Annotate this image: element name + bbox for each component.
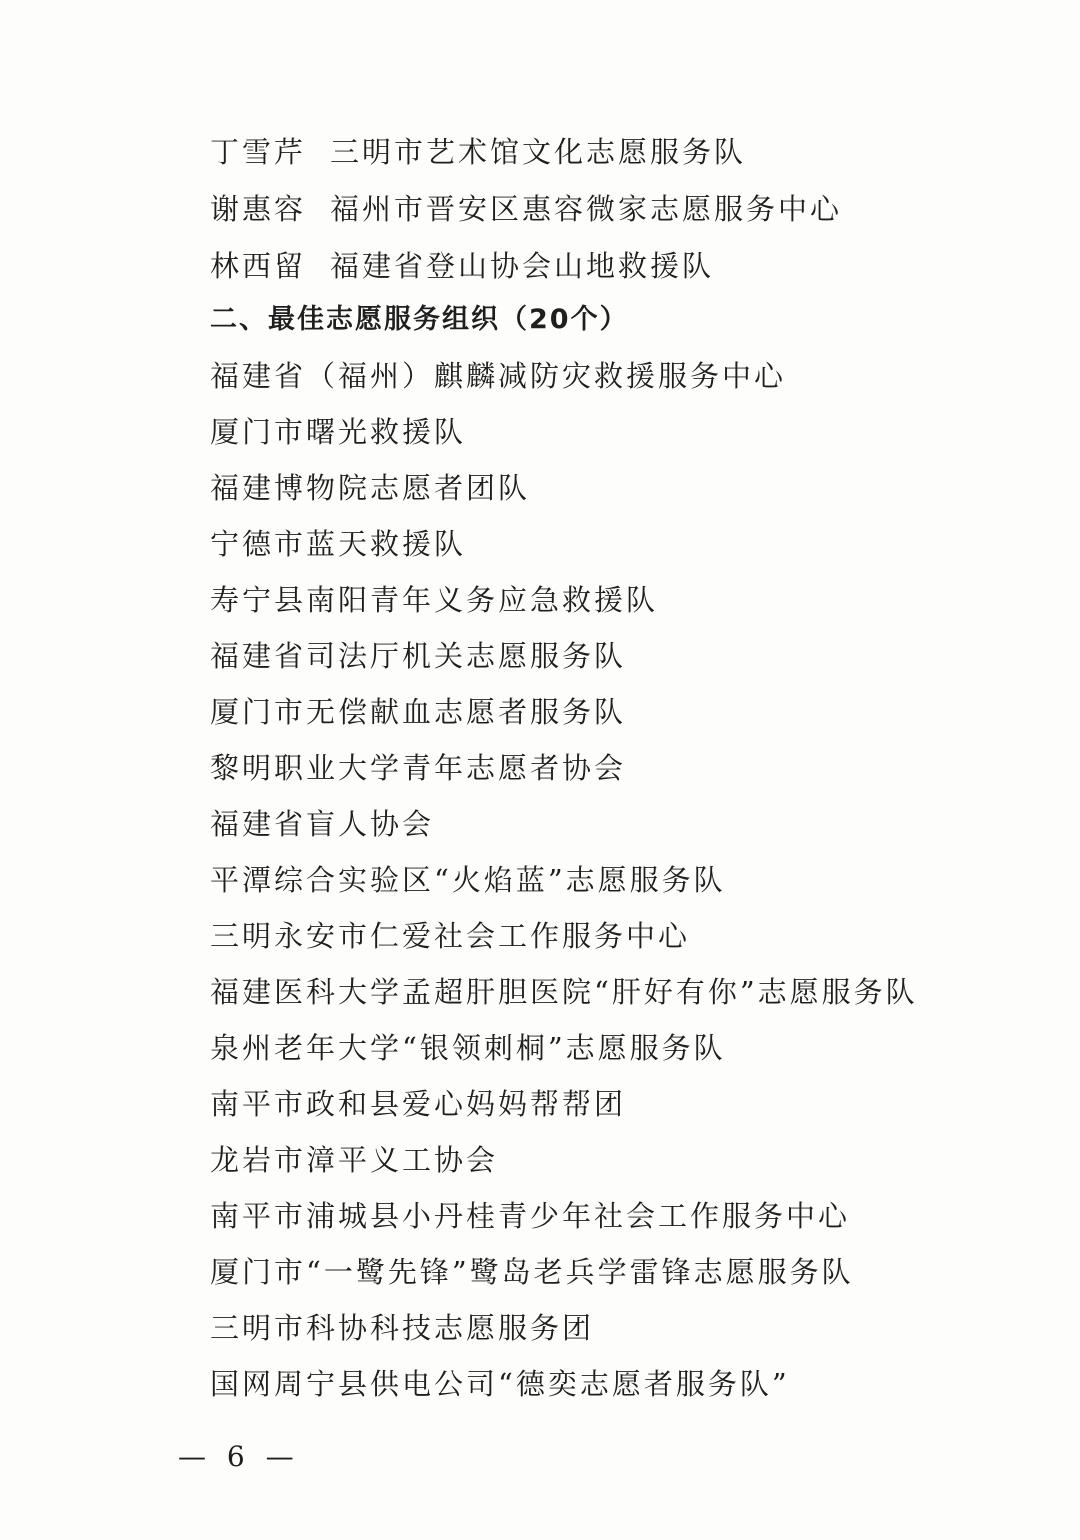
organization-item: 三明市科协科技志愿服务团 bbox=[210, 1311, 595, 1345]
individual-name: 林西留 bbox=[210, 249, 307, 283]
organization-item: 厦门市曙光救援队 bbox=[210, 415, 467, 449]
section-heading: 二、最佳志愿服务组织（20个） bbox=[210, 304, 629, 335]
organization-item: 南平市浦城县小丹桂青少年社会工作服务中心 bbox=[210, 1199, 851, 1233]
organization-item: 宁德市蓝天救援队 bbox=[210, 527, 467, 561]
organization-item: 平潭综合实验区“火焰蓝”志愿服务队 bbox=[210, 863, 726, 897]
organization-item: 福建省司法厅机关志愿服务队 bbox=[210, 639, 627, 673]
organization-item: 寿宁县南阳青年义务应急救援队 bbox=[210, 583, 659, 617]
organization-list bbox=[210, 352, 918, 1416]
organization-item: 福建省（福州）麒麟减防灾救援服务中心 bbox=[210, 359, 787, 393]
individual-org: 福州市晋安区惠容微家志愿服务中心 bbox=[330, 192, 843, 226]
individual-name: 丁雪芹 bbox=[210, 135, 307, 169]
organization-item: 厦门市无偿献血志愿者服务队 bbox=[210, 695, 627, 729]
organization-item: 厦门市“一鹭先锋”鹭岛老兵学雷锋志愿服务队 bbox=[210, 1255, 854, 1289]
organization-item: 福建医科大学孟超肝胆医院“肝好有你”志愿服务队 bbox=[210, 975, 918, 1009]
page-number: — 6 — bbox=[178, 1440, 300, 1473]
individual-org: 福建省登山协会山地救援队 bbox=[330, 249, 715, 283]
individual-row bbox=[210, 185, 842, 242]
organization-item: 黎明职业大学青年志愿者协会 bbox=[210, 751, 627, 785]
organization-item: 福建博物院志愿者团队 bbox=[210, 471, 531, 505]
organization-item: 南平市政和县爱心妈妈帮帮团 bbox=[210, 1087, 627, 1121]
individual-list bbox=[210, 128, 842, 299]
individual-org: 三明市艺术馆文化志愿服务队 bbox=[330, 135, 747, 169]
organization-item: 龙岩市漳平义工协会 bbox=[210, 1143, 499, 1177]
individual-row bbox=[210, 242, 842, 299]
organization-item: 国网周宁县供电公司“德奕志愿者服务队” bbox=[210, 1367, 790, 1401]
organization-item: 三明永安市仁爱社会工作服务中心 bbox=[210, 919, 691, 953]
organization-item: 泉州老年大学“银领刺桐”志愿服务队 bbox=[210, 1031, 726, 1065]
individual-name: 谢惠容 bbox=[210, 192, 307, 226]
individual-row bbox=[210, 128, 842, 185]
organization-item: 福建省盲人协会 bbox=[210, 807, 435, 841]
